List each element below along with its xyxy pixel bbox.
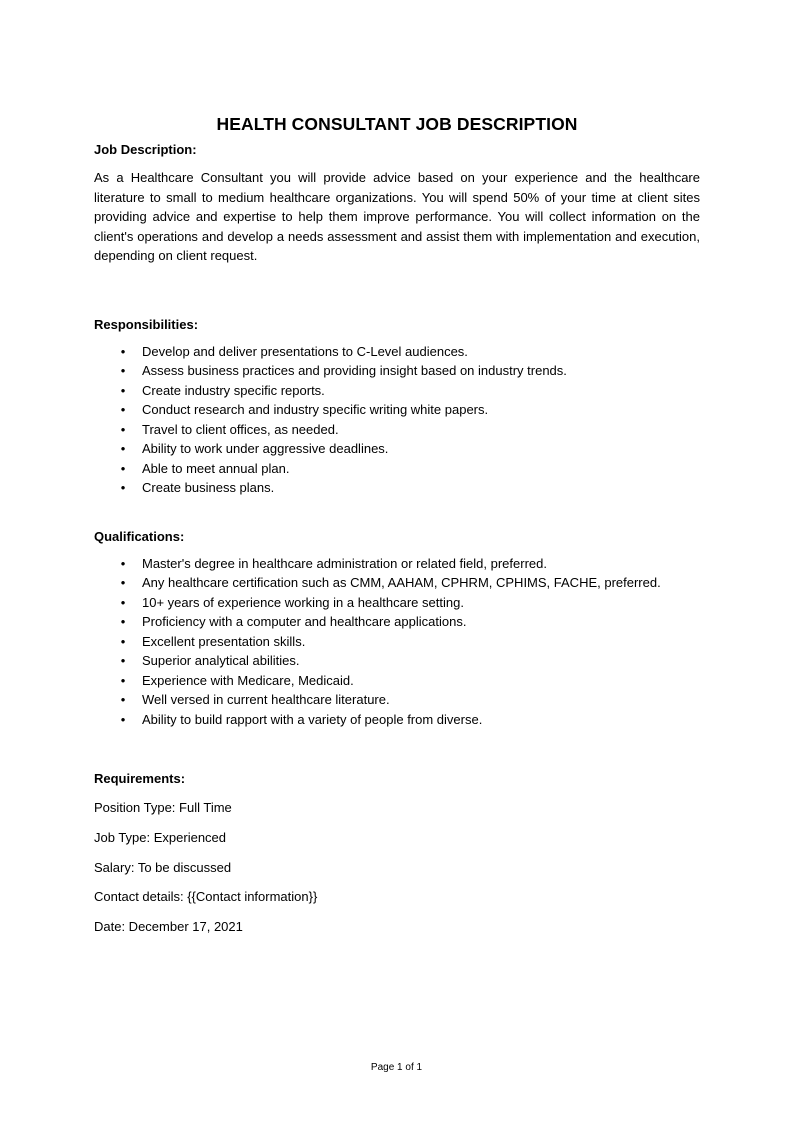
list-item xyxy=(94,690,700,710)
list-item xyxy=(94,381,700,401)
list-item xyxy=(94,671,700,691)
spacer xyxy=(94,266,700,315)
list-item-text: Assess business practices and providing insight based on industry trends. xyxy=(142,363,567,379)
bullet-icon: • xyxy=(120,382,126,398)
requirements-section xyxy=(94,769,700,936)
list-item-text: Conduct research and industry specific writing white papers. xyxy=(142,402,489,418)
list-item-text: Ability to work under aggressive deadlines. xyxy=(142,441,389,457)
contact-details: Contact details: {{Contact information}} xyxy=(94,889,318,905)
list-item-text: Excellent presentation skills. xyxy=(142,633,306,649)
bullet-icon: • xyxy=(120,633,126,649)
responsibilities-section xyxy=(94,315,700,498)
list-item-text: Create industry specific reports. xyxy=(142,382,325,398)
job-type: Job Type: Experienced xyxy=(94,830,227,846)
qualifications-section xyxy=(94,527,700,730)
list-item xyxy=(94,420,700,440)
salary: Salary: To be discussed xyxy=(94,859,232,875)
list-item xyxy=(94,710,700,730)
list-item xyxy=(94,593,700,613)
job-description-section xyxy=(94,140,700,266)
list-item xyxy=(94,400,700,420)
qualifications-list xyxy=(94,554,700,730)
list-item-text: Well versed in current healthcare literature. xyxy=(142,692,390,708)
job-description-text: As a Healthcare Consultant you will provide advice based on your experience and the healthcare literature to small to medium healthcare organizations. You will spend 50% of your time at client sites providing advice and expertise to help them improve performance. You will collect information on the client's operations and develop a needs assessment and assist them with implementation and execution, depending on client request. xyxy=(94,170,700,264)
list-item-text: Proficiency with a computer and healthcare applications. xyxy=(142,614,467,630)
list-item-text: Superior analytical abilities. xyxy=(142,653,300,669)
bullet-icon: • xyxy=(120,711,126,727)
requirements-heading: Requirements: xyxy=(94,771,186,787)
list-item-text: Able to meet annual plan. xyxy=(142,460,290,476)
bullet-icon: • xyxy=(120,653,126,669)
qualifications-heading: Qualifications: xyxy=(94,528,185,544)
bullet-icon: • xyxy=(120,402,126,418)
list-item xyxy=(94,554,700,574)
list-item xyxy=(94,439,700,459)
list-item-text: Experience with Medicare, Medicaid. xyxy=(142,672,354,688)
position-type: Position Type: Full Time xyxy=(94,800,232,816)
bullet-icon: • xyxy=(120,672,126,688)
date: Date: December 17, 2021 xyxy=(94,918,243,934)
list-item xyxy=(94,612,700,632)
spacer xyxy=(94,729,700,769)
list-item xyxy=(94,573,700,593)
bullet-icon: • xyxy=(120,460,126,476)
list-item xyxy=(94,478,700,498)
list-item-text: Travel to client offices, as needed. xyxy=(142,421,339,437)
list-item-text: Develop and deliver presentations to C-Level audiences. xyxy=(142,343,468,359)
spacer xyxy=(94,498,700,527)
bullet-icon: • xyxy=(120,343,126,359)
bullet-icon: • xyxy=(120,441,126,457)
list-item-text: Ability to build rapport with a variety of people from diverse. xyxy=(142,711,483,727)
responsibilities-heading: Responsibilities: xyxy=(94,316,199,332)
list-item xyxy=(94,361,700,381)
list-item xyxy=(94,632,700,652)
bullet-icon: • xyxy=(120,555,126,571)
document-title: HEALTH CONSULTANT JOB DESCRIPTION xyxy=(216,114,578,134)
list-item-text: Master's degree in healthcare administration or related field, preferred. xyxy=(142,555,547,571)
list-item xyxy=(94,459,700,479)
bullet-icon: • xyxy=(120,692,126,708)
page-number-footer: Page 1 of 1 xyxy=(370,1062,423,1073)
bullet-icon: • xyxy=(120,480,126,496)
list-item xyxy=(94,342,700,362)
bullet-icon: • xyxy=(120,363,126,379)
list-item-text: Any healthcare certification such as CMM, AAHAM, CPHRM, CPHIMS, FACHE, preferred. xyxy=(142,575,661,591)
responsibilities-list xyxy=(94,342,700,498)
bullet-icon: • xyxy=(120,575,126,591)
bullet-icon: • xyxy=(120,421,126,437)
job-description-heading: Job Description: xyxy=(94,142,197,157)
list-item-text: 10+ years of experience working in a healthcare setting. xyxy=(142,594,464,610)
list-item-text: Create business plans. xyxy=(142,480,275,496)
document-body xyxy=(94,112,700,936)
list-item xyxy=(94,651,700,671)
bullet-icon: • xyxy=(120,594,126,610)
bullet-icon: • xyxy=(120,614,126,630)
